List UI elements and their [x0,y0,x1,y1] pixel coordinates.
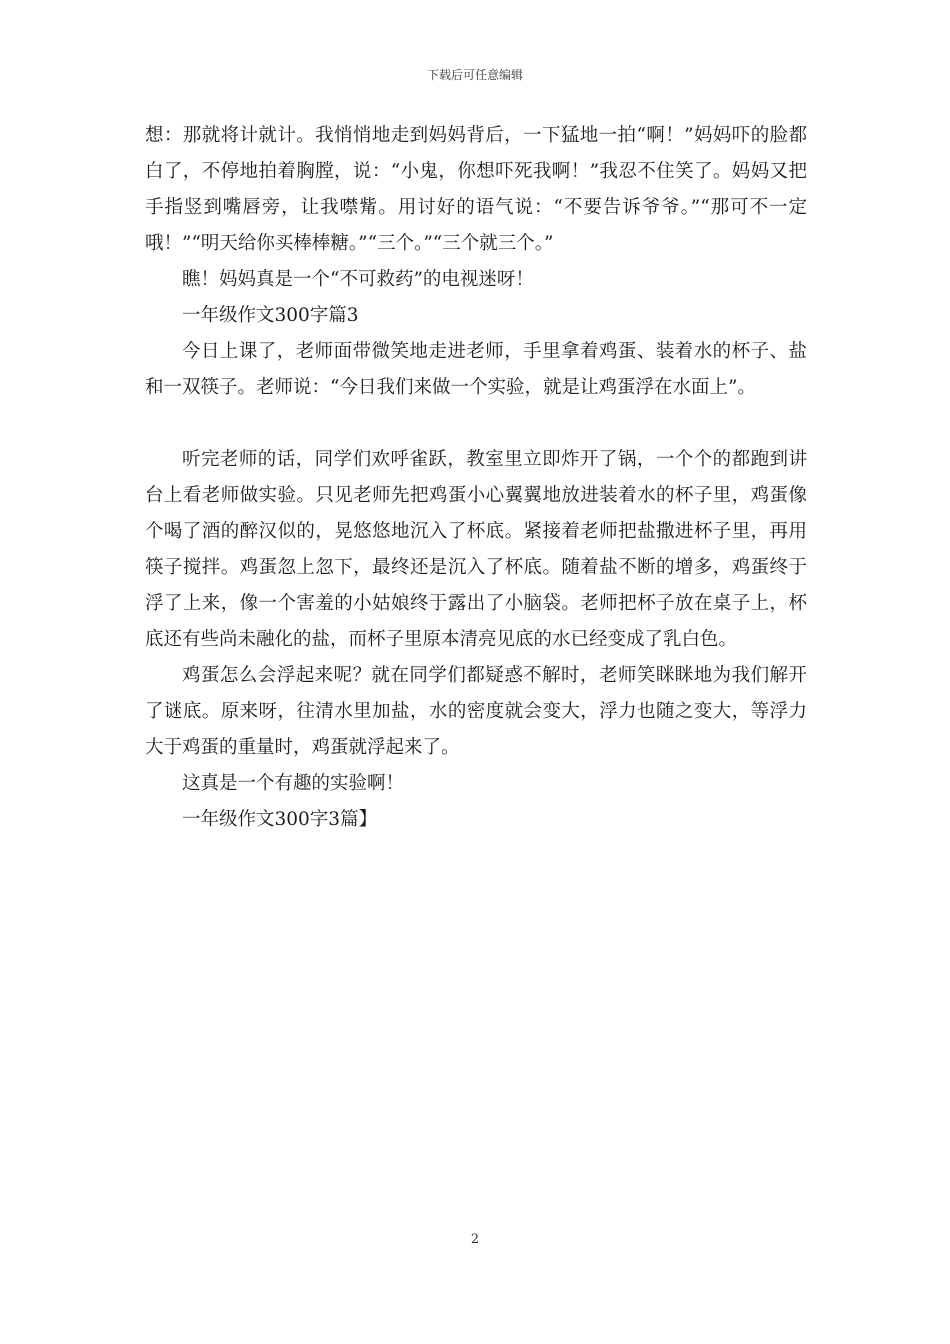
paragraph-continuation: 想：那就将计就计。我悄悄地走到妈妈背后，一下猛地一拍“啊！”妈妈吓的脸都白了，不停地拍着胸膛，说：“小鬼，你想吓死我啊！”我忍不住笑了。妈妈又把手指竖到嘴唇旁，让我噤觜。用讨好的语气说：“不要告诉爷爷。”“那可不一定哦！”“明天给你买棒棒糖。”“三个。”“三个就三个。” [145,125,807,254]
paragraph-explanation: 鸡蛋怎么会浮起来呢？就在同学们都疑惑不解时，老师笑眯眯地为我们解开了谜底。原来呀，往清水里加盐，水的密度就会变大，浮力也随之变大，等浮力大于鸡蛋的重量时，鸡蛋就浮起来了。 [145,665,807,758]
paragraph-closing-title: 一年级作文300字3篇】 [182,809,378,830]
paragraph-conclusion: 这真是一个有趣的实验啊！ [182,773,405,794]
paragraph-experiment: 听完老师的话，同学们欢呼雀跃，教室里立即炸开了锅，一个个的都跑到讲台上看老师做实验。只见老师先把鸡蛋小心翼翼地放进装着水的杯子里，鸡蛋像个喝了酒的醉汉似的，晃悠悠地沉入了杯底。紧接着老师把盐撒进杯子里，再用筷子搅拌。鸡蛋忽上忽下，最终还是沉入了杯底。随着盐不断的增多，鸡蛋终于浮了上来，像一个害羞的小姑娘终于露出了小脑袋。老师把杯子放在桌子上，杯底还有些尚未融化的盐，而杯子里原本清亮见底的水已经变成了乳白色。 [145,449,807,650]
section-title-essay-3: 一年级作文300字篇3 [182,305,359,326]
paragraph-tv-fan: 瞧！妈妈真是一个“不可救药”的电视迷呀！ [182,269,534,290]
page-number: 2 [470,1232,480,1247]
paragraph-class-start: 今日上课了，老师面带微笑地走进老师，手里拿着鸡蛋、装着水的杯子、盐和一双筷子。老师说：“今日我们来做一个实验，就是让鸡蛋浮在水面上”。 [145,341,807,398]
blank-line [145,406,807,442]
document-body [145,118,807,838]
page-header: 下载后可任意编辑 [426,68,523,82]
